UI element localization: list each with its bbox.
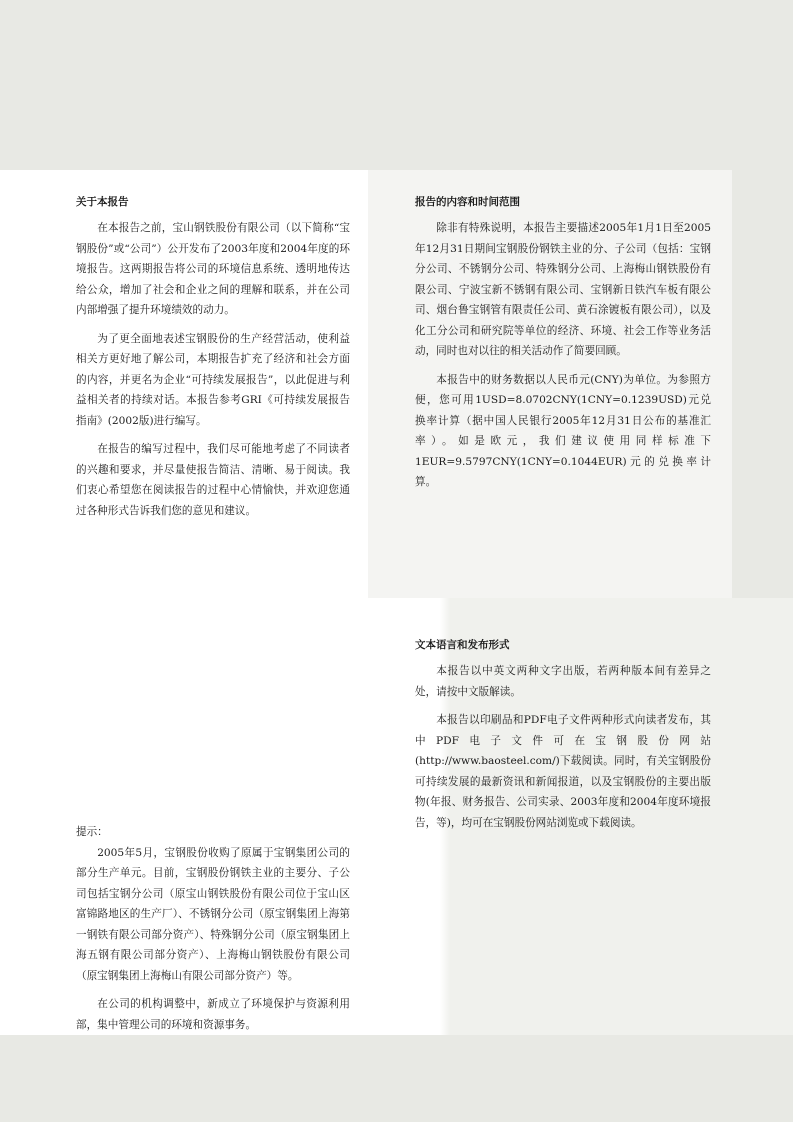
about-paragraph-3: 在报告的编写过程中，我们尽可能地考虑了不同读者的兴趣和要求，并尽量使报告简洁、清晰、易于阅读。我们衷心希望您在阅读报告的过程中心情愉快，并欢迎您通过各种形式告诉我们您的意见和建议。 [76, 443, 350, 517]
note-label: 提示： [76, 826, 108, 838]
scope-paragraph-1: 除非有特殊说明，本报告主要描述2005年1月1日至2005年12月31日期间宝钢股份钢铁主业的分、子公司（包括：宝钢分公司、不锈钢分公司、特殊钢分公司、上海梅山钢铁股份有限公司、宁波宝新不锈钢有限公司、宝钢新日铁汽车板有限公司、烟台鲁宝钢管有限责任公司、黄石涂镀板有限公司），以及化工分公司和研究院等单位的经济、环境、社会工作等业务活动，同时也对以往的相关活动作了简要回顾。 [415, 222, 711, 357]
scope-heading: 报告的内容和时间范围 [415, 196, 520, 208]
scope-paragraph-2: 本报告中的财务数据以人民币元(CNY)为单位。为参照方便，您可用1USD=8.0702CNY(1CNY=0.1239USD)元兑换率计算（据中国人民银行2005年12月31日公布的基准汇率）。如是欧元，我们建议使用同样标准下1EUR=9.5797CNY(1CNY=0.1044EUR)元的兑换率计算。 [415, 373, 711, 488]
language-format-section [415, 635, 711, 841]
about-report-section [76, 192, 350, 529]
scope-section [415, 192, 711, 501]
language-paragraph-1: 本报告以中英文两种文字出版，若两种版本间有差异之处，请按中文版解读。 [415, 665, 711, 698]
note-paragraph-1: 2005年5月，宝钢股份收购了原属于宝钢集团公司的部分生产单元。目前，宝钢股份钢铁主业的主要分、子公司包括宝钢分公司（原宝山钢铁股份有限公司位于宝山区富锦路地区的生产厂）、不锈钢分公司（原宝钢集团上海第一钢铁有限公司部分资产）、特殊钢分公司（原宝钢集团上海五钢有限公司部分资产）、上海梅山钢铁股份有限公司（原宝钢集团上海梅山有限公司部分资产）等。 [76, 846, 350, 982]
about-paragraph-2: 为了更全面地表述宝钢股份的生产经营活动，使利益相关方更好地了解公司，本期报告扩充了经济和社会方面的内容，并更名为企业“可持续发展报告”，以此促进与利益相关者的持续对话。本报告参考GRI《可持续发展报告指南》(2002版)进行编写。 [76, 332, 350, 427]
note-paragraph-2: 在公司的机构调整中，新成立了环境保护与资源利用部，集中管理公司的环境和资源事务。 [76, 998, 350, 1031]
language-heading: 文本语言和发布形式 [415, 639, 510, 651]
about-paragraph-1: 在本报告之前，宝山钢铁股份有限公司（以下简称“宝钢股份”或“公司”）公开发布了2003年度和2004年度的环境报告。这两期报告将公司的环境信息系统、透明地传达给公众，增加了社会和企业之间的理解和联系，并在公司内部增强了提升环境绩效的动力。 [76, 222, 350, 316]
about-heading: 关于本报告 [76, 196, 129, 208]
note-section [76, 822, 350, 1043]
language-paragraph-2: 本报告以印刷品和PDF电子文件两种形式向读者发布，其中PDF电子文件可在宝钢股份网站(http://www.baosteel.com/)下载阅读。同时，有关宝钢股份可持续发展的最新资讯和新闻报道，以及宝钢股份的主要出版物(年报、财务报告、公司实录、2003年度和2004年度环境报告，等)，均可在宝钢股份网站浏览或下载阅读。 [415, 714, 711, 829]
